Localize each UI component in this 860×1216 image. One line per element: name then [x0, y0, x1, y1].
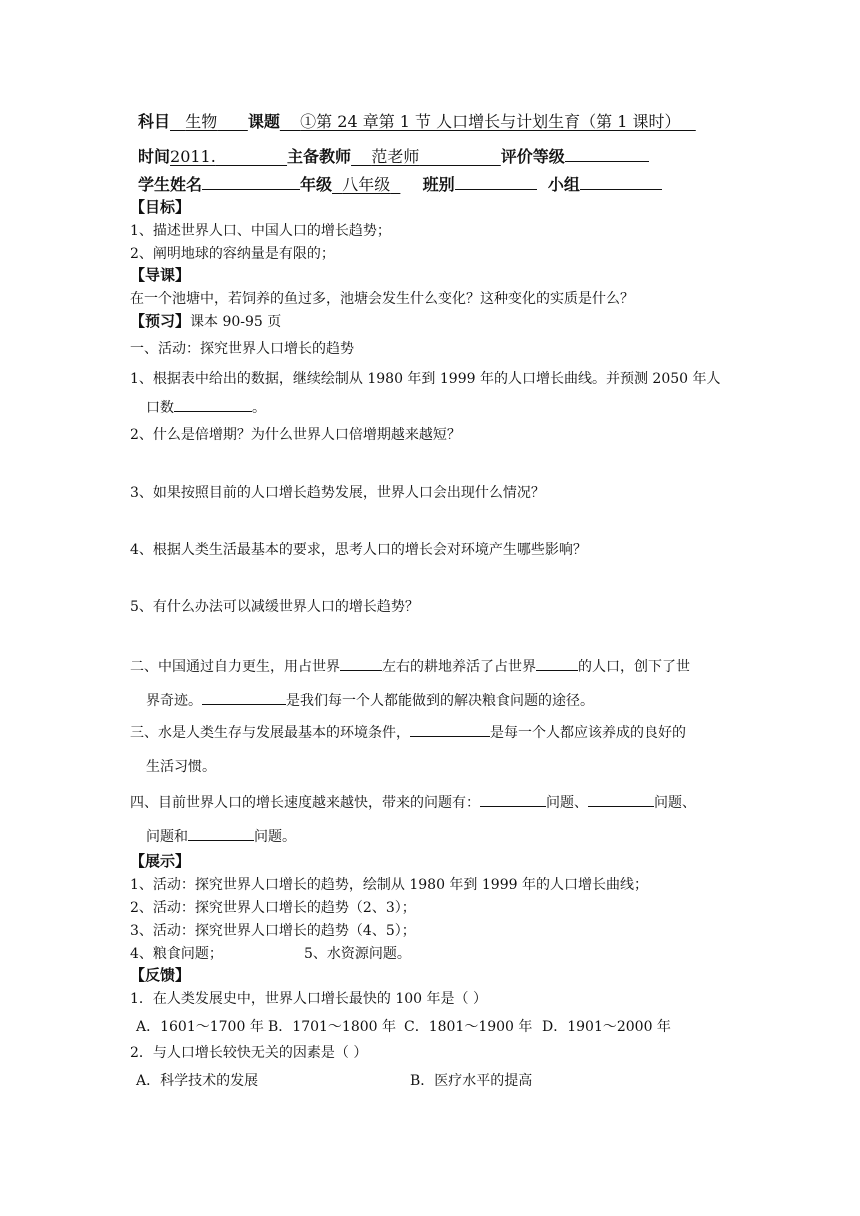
time-label: 时间	[138, 147, 171, 166]
class-blank[interactable]	[455, 175, 537, 190]
problem-blank-3[interactable]	[188, 826, 254, 841]
feedback-q1-option-a[interactable]: A．1601～1700 年	[136, 1019, 264, 1035]
section-3-line-2: 生活习惯。	[146, 759, 216, 775]
feedback-question-1: 1．在人类发展史中，世界人口增长最快的 100 年是（ ）	[130, 991, 487, 1007]
subject-value: 生物	[185, 112, 218, 131]
question-4: 4、根据人类生活最基本的要求，思考人口的增长会对环境产生哪些影响？	[130, 542, 587, 558]
farmland-share-blank[interactable]	[340, 656, 382, 671]
question-1-line-1: 1、根据表中给出的数据，继续绘制从 1980 年到 1999 年的人口增长曲线。并预测 2050 年人	[130, 371, 721, 387]
section-4-line-2: 问题和 问题。	[146, 826, 296, 846]
feedback-question-2: 2．与人口增长较快无关的因素是（ ）	[130, 1045, 368, 1061]
population-2050-blank[interactable]	[174, 397, 252, 412]
goals-heading: 【目标】	[130, 198, 191, 216]
preview-heading-line	[130, 312, 281, 331]
grade-eval-label: 评价等级	[500, 147, 565, 166]
feedback-heading: 【反馈】	[130, 966, 191, 984]
show-item-4: 4、粮食问题；	[130, 946, 223, 962]
preview-heading: 【预习】	[130, 312, 191, 330]
population-share-blank[interactable]	[536, 656, 578, 671]
class-label: 班别	[422, 175, 455, 194]
feedback-q1-option-d[interactable]: D．1901～2000 年	[542, 1019, 671, 1035]
time-value: 2011.	[170, 147, 216, 166]
question-1-line-2: 口数 。	[146, 397, 266, 417]
show-item-5: 5、水资源问题。	[304, 946, 411, 962]
header-row-time	[138, 147, 649, 166]
intro-text: 在一个池塘中，若饲养的鱼过多，池塘会发生什么变化？这种变化的实质是什么？	[130, 291, 634, 307]
header-row-student	[138, 175, 662, 194]
feedback-q2-option-b[interactable]: B．医疗水平的提高	[410, 1073, 533, 1089]
teacher-value: 范老师	[371, 147, 420, 166]
subject-label: 科目	[138, 112, 171, 131]
section-2-line-1: 二、中国通过自力更生，用占世界 左右的耕地养活了占世界 的人口，创下了世	[130, 656, 690, 676]
student-name-blank[interactable]	[202, 175, 300, 190]
goal-item-1: 1、描述世界人口、中国人口的增长趋势；	[130, 223, 391, 239]
group-label: 小组	[547, 175, 580, 194]
show-item-1: 1、活动：探究世界人口增长的趋势，绘制从 1980 年到 1999 年的人口增长曲线；	[130, 877, 648, 893]
topic-label: 课题	[247, 112, 280, 131]
intro-heading: 【导课】	[130, 266, 191, 284]
water-habit-blank[interactable]	[410, 722, 490, 737]
goal-item-2: 2、阐明地球的容纳量是有限的；	[130, 246, 335, 262]
feedback-q1-option-b[interactable]: B．1701～1800 年	[268, 1019, 396, 1035]
activity-title: 一、活动：探究世界人口增长的趋势	[130, 341, 354, 357]
teacher-label: 主备教师	[287, 147, 352, 166]
problem-blank-2[interactable]	[588, 792, 654, 807]
problem-blank-1[interactable]	[480, 792, 546, 807]
feedback-q2-option-a[interactable]: A．科学技术的发展	[136, 1073, 259, 1089]
show-item-3: 3、活动：探究世界人口增长的趋势（4、5）；	[130, 923, 416, 939]
group-blank[interactable]	[580, 175, 662, 190]
grade-label: 年级	[300, 175, 333, 194]
question-3: 3、如果按照目前的人口增长趋势发展，世界人口会出现什么情况？	[130, 485, 545, 501]
header-row-subject	[138, 113, 696, 131]
grade-eval-blank[interactable]	[565, 147, 649, 162]
student-label: 学生姓名	[138, 175, 203, 194]
section-2-line-2: 界奇迹。 是我们每一个人都能做到的解决粮食问题的途径。	[146, 690, 594, 710]
feedback-q1-option-c[interactable]: C．1801～1900 年	[404, 1019, 533, 1035]
section-4-line-1: 四、目前世界人口的增长速度越来越快，带来的问题有： 问题、 问题、	[130, 792, 696, 812]
food-solution-blank[interactable]	[202, 690, 286, 705]
topic-value: ①第 24 章第 1 节 人口增长与计划生育（第 1 课时）	[300, 112, 681, 131]
section-3-line-1: 三、水是人类生存与发展最基本的环境条件， 是每一个人都应该养成的良好的	[130, 722, 686, 742]
question-5: 5、有什么办法可以减缓世界人口的增长趋势？	[130, 599, 419, 615]
question-2: 2、什么是倍增期？为什么世界人口倍增期越来越短？	[130, 427, 461, 443]
preview-pages: 课本 90-95 页	[190, 314, 282, 330]
show-item-2: 2、活动：探究世界人口增长的趋势（2、3）；	[130, 900, 416, 916]
show-heading: 【展示】	[130, 852, 191, 870]
grade-value: 八年级	[342, 175, 391, 194]
